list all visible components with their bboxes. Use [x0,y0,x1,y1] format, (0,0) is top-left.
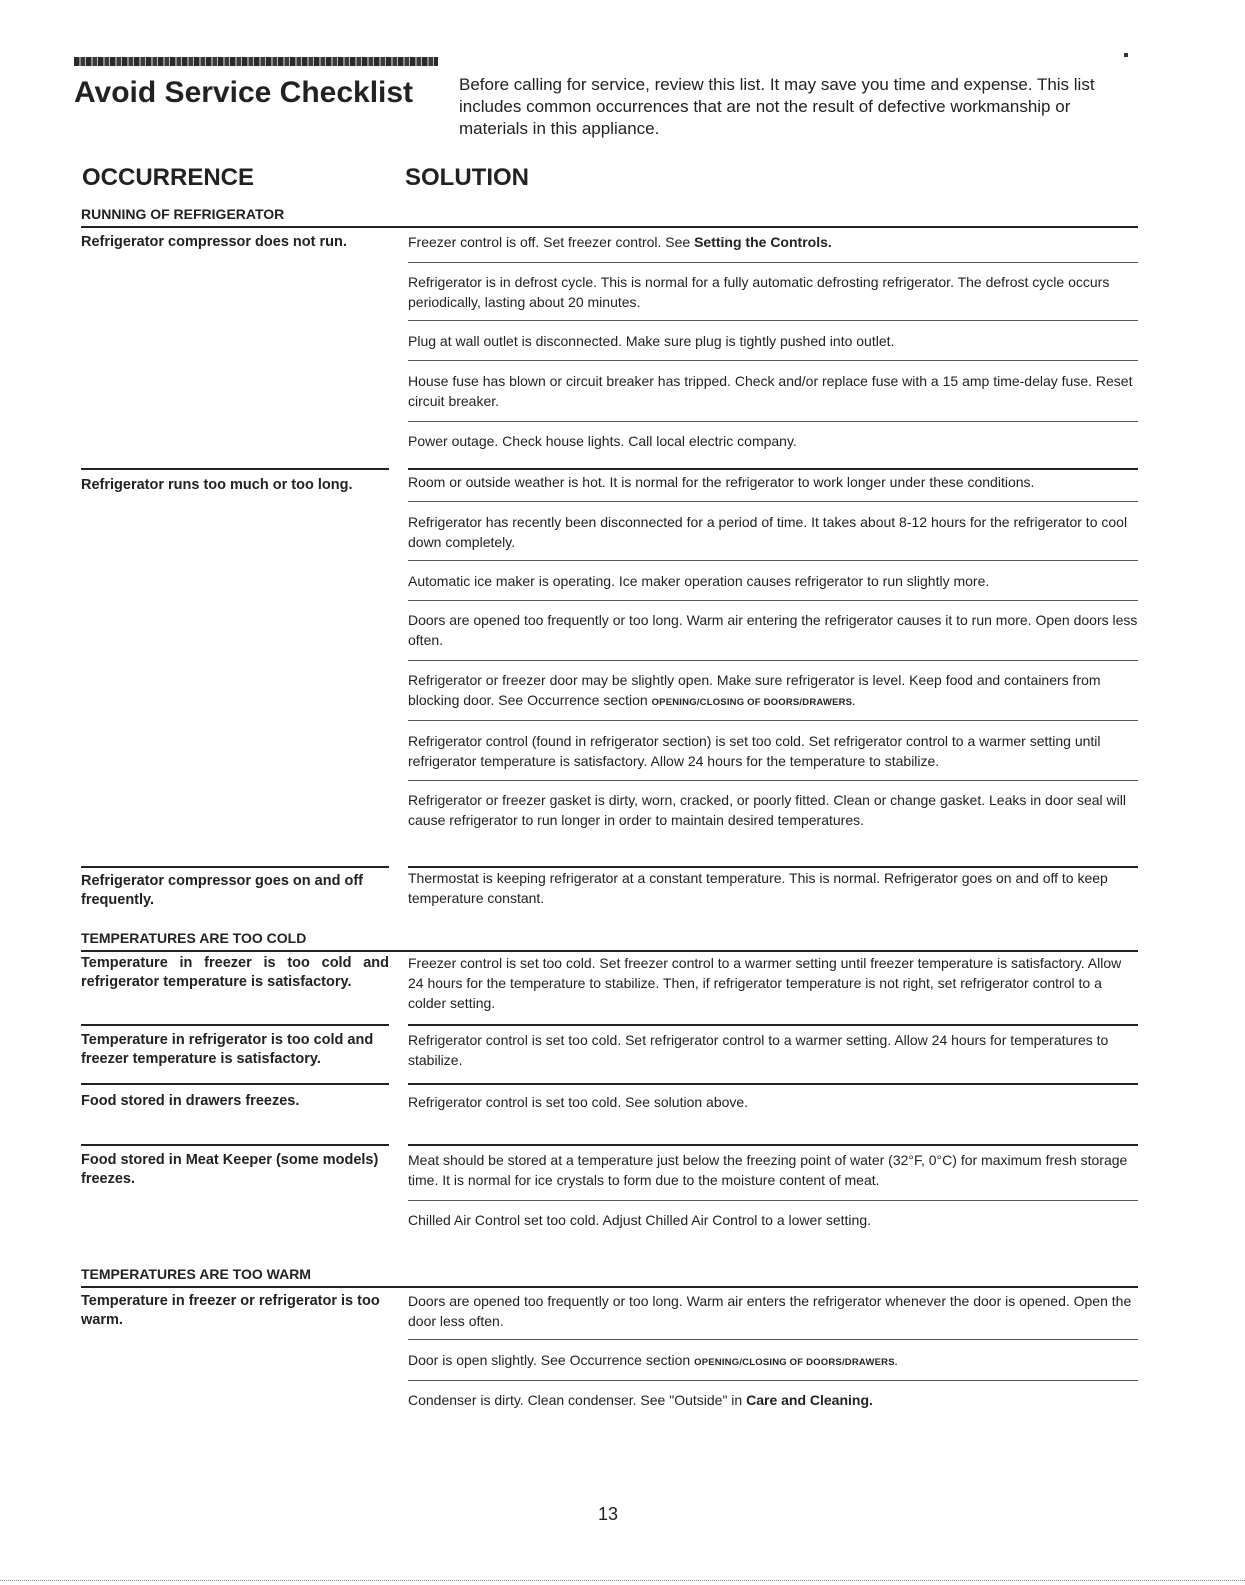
occurrence-runs-too-much: Refrigerator runs too much or too long. [81,477,353,493]
solution-item: Thermostat is keeping refrigerator at a constant temperature. This is normal. Refrigerator goes on and off to keep temperature constant. [408,870,1108,906]
solution-item: Refrigerator control (found in refrigerator section) is set too cold. Set refrigerator control to a warmer setting until refrigerator temperature is satisfactory. Allow 24 hours for the temperature to stabilize. [408,733,1101,769]
occurrence-rule [81,1083,389,1085]
occurrence-rule [81,1144,389,1146]
solution-item: Refrigerator control is set too cold. Set refrigerator control to a warmer setting. Allow 24 hours for temperatures to stabilize. [408,1032,1109,1068]
solution-divider [408,1380,1138,1381]
cross-reference-smallcaps: OPENING/CLOSING OF DOORS/DRAWERS. [651,697,856,708]
solution-divider [408,501,1138,502]
occurrence-rule [81,468,389,470]
solution-divider [408,560,1138,561]
occurrence-compressor-on-off: Refrigerator compressor goes on and off frequently. [81,873,363,908]
solution-divider [408,780,1138,781]
solution-item: Doors are opened too frequently or too long. Warm air entering the refrigerator causes it to run more. Open doors less often. [408,612,1138,648]
solution-divider [408,600,1138,601]
solution-divider [408,720,1138,721]
section-heading-too-cold: TEMPERATURES ARE TOO COLD [81,930,307,946]
occurrence-too-warm: Temperature in freezer or refrigerator is too warm. [81,1293,380,1328]
solution-item: Meat should be stored at a temperature just below the freezing point of water (32°F, 0°C) for maximum fresh storage time. It is normal for ice crystals to form due to the moisture content of meat. [408,1152,1128,1188]
solution-item: Condenser is dirty. Clean condenser. See "Outside" in Care and Cleaning. [408,1392,873,1408]
solution-item: House fuse has blown or circuit breaker has tripped. Check and/or replace fuse with a 15 amp time-delay fuse. Reset circuit breaker. [408,373,1133,409]
cross-reference-smallcaps: OPENING/CLOSING OF DOORS/DRAWERS. [694,1357,898,1368]
solution-item: Plug at wall outlet is disconnected. Make sure plug is tightly pushed into outlet. [408,333,895,349]
solution-item: Power outage. Check house lights. Call local electric company. [408,433,797,449]
header-decorative-bar [74,57,438,66]
section-heading-too-warm: TEMPERATURES ARE TOO WARM [81,1266,311,1282]
solution-item: Door is open slightly. See Occurrence section OPENING/CLOSING OF DOORS/DRAWERS. [408,1352,898,1368]
occurrence-freezer-too-cold: Temperature in freezer is too cold and refrigerator temperature is satisfactory. [81,955,389,990]
bottom-dotted-edge [0,1580,1245,1582]
solution-item: Doors are opened too frequently or too long. Warm air enters the refrigerator whenever the door is opened. Open the door less often. [408,1293,1132,1329]
solution-item: Refrigerator or freezer gasket is dirty, worn, cracked, or poorly fitted. Clean or change gasket. Leaks in door seal will cause refrigerator to run longer in order to maintain desired temperatures. [408,792,1126,828]
section-rule [81,226,1138,228]
solution-divider [408,262,1138,263]
section-heading-running: RUNNING OF REFRIGERATOR [81,206,285,222]
solution-item: Refrigerator or freezer door may be slightly open. Make sure refrigerator is level. Keep food and containers from blocking door. See Occurrence section OPENING/CLOSING OF DOORS/DRAWERS. [408,672,1101,708]
solution-divider [408,421,1138,422]
occurrence-meat-keeper-freezes: Food stored in Meat Keeper (some models) freezes. [81,1152,379,1187]
solution-item: Freezer control is off. Set freezer control. See Setting the Controls. [408,234,832,250]
solution-rule [408,1083,1138,1085]
solution-divider [408,320,1138,321]
solution-item: Refrigerator is in defrost cycle. This is normal for a fully automatic defrosting refrigerator. The defrost cycle occurs periodically, lasting about 20 minutes. [408,274,1110,310]
solution-item: Automatic ice maker is operating. Ice maker operation causes refrigerator to run slightly more. [408,573,990,589]
page-number: 13 [598,1504,619,1524]
cross-reference-link: Care and Cleaning. [746,1392,873,1408]
occurrence-column-heading: OCCURRENCE [82,164,255,191]
section-rule [81,1286,1138,1288]
occurrence-rule [81,1024,389,1026]
solution-item: Refrigerator control is set too cold. See solution above. [408,1094,749,1110]
solution-item: Room or outside weather is hot. It is normal for the refrigerator to work longer under these conditions. [408,474,1035,490]
print-speck [1124,53,1128,57]
solution-rule [408,1144,1138,1146]
cross-reference-link: Setting the Controls. [694,234,832,250]
solution-item: Freezer control is set too cold. Set freezer control to a warmer setting until freezer temperature is satisfactory. Allow 24 hours for the temperature to stabilize. Then, if refrigerator temperature is not right, set refrigerator control to a colder setting. [408,955,1122,1011]
solution-item: Refrigerator has recently been disconnected for a period of time. It takes about 8-12 hours for the refrigerator to cool down completely. [408,514,1128,550]
solution-rule [408,1024,1138,1026]
solution-rule [408,468,1138,470]
solution-column-heading: SOLUTION [405,164,529,191]
solution-item: Chilled Air Control set too cold. Adjust Chilled Air Control to a lower setting. [408,1212,872,1228]
occurrence-refrigerator-too-cold: Temperature in refrigerator is too cold and freezer temperature is satisfactory. [81,1032,374,1067]
solution-divider [408,1200,1138,1201]
section-rule [81,950,1138,952]
solution-divider [408,1339,1138,1340]
intro-paragraph: Before calling for service, review this list. It may save you time and expense. This list includes common occurrences that are not the result of defective workmanship or materials in this appliance. [459,75,1095,138]
solution-divider [408,660,1138,661]
solution-divider [408,360,1138,361]
occurrence-drawers-freeze: Food stored in drawers freezes. [81,1093,300,1109]
occurrence-compressor-does-not-run: Refrigerator compressor does not run. [81,234,347,250]
page-title: Avoid Service Checklist [74,76,414,109]
occurrence-rule [81,866,389,868]
